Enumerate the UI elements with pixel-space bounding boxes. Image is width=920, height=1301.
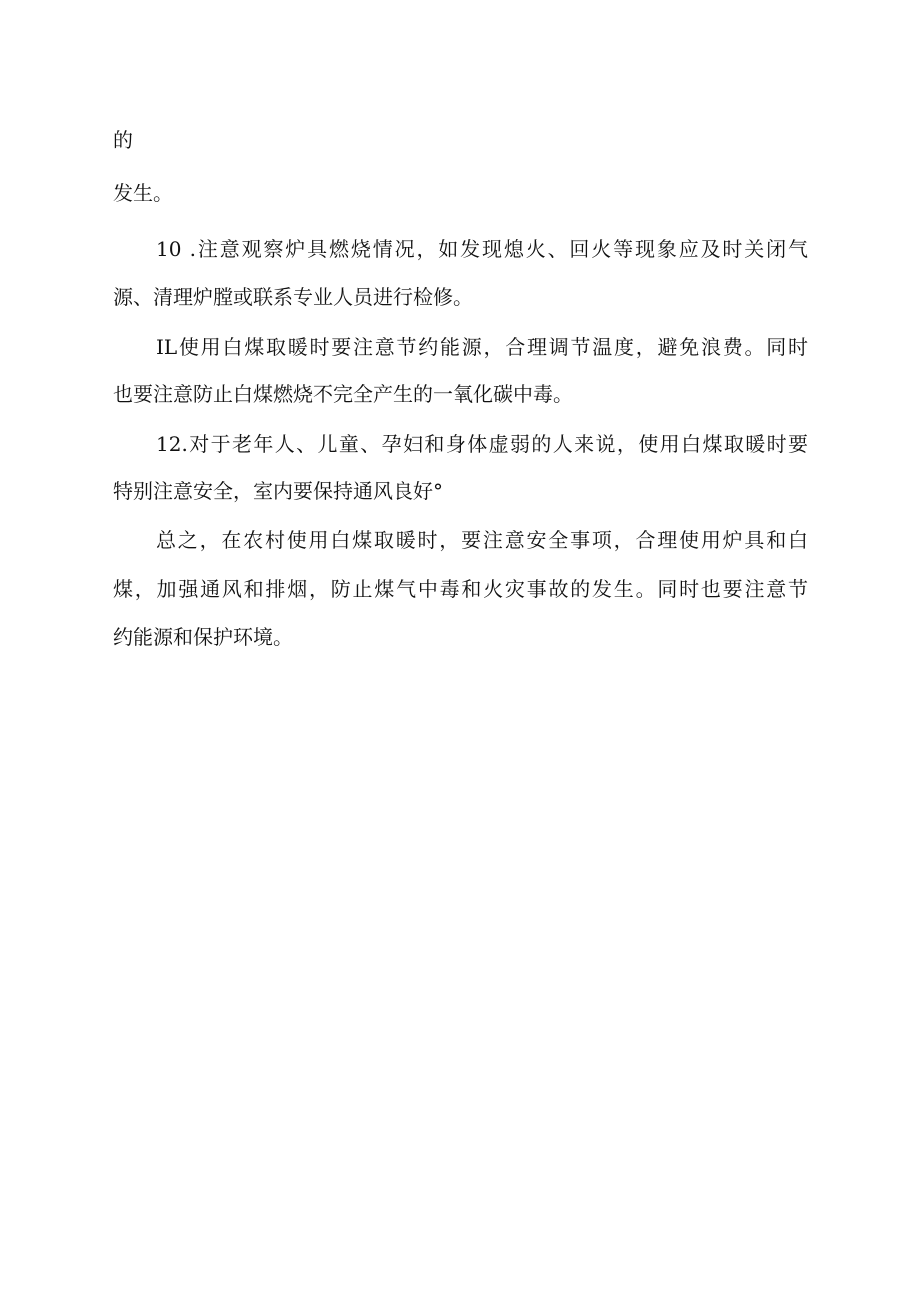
summary-line-3: 约能源和保护环境。	[113, 625, 293, 649]
text-fragment-fasheng: 发生。	[113, 181, 173, 205]
item-11-line-1: IL使用白煤取暖时要注意节约能源，合理调节温度，避免浪费。同时	[156, 335, 808, 359]
item-11-line-2: 也要注意防止白煤燃烧不完全产生的一氧化碳中毒。	[113, 382, 573, 406]
item-12-line-2: 特别注意安全，室内要保持通风良好°	[113, 479, 443, 503]
item-10-line-2: 源、清理炉膛或联系专业人员进行检修。	[113, 285, 473, 309]
item-10-line-1: 10 .注意观察炉具燃烧情况，如发现熄火、回火等现象应及时关闭气	[156, 237, 808, 261]
summary-line-2: 煤，加强通风和排烟，防止煤气中毒和火灾事故的发生。同时也要注意节	[113, 577, 808, 601]
summary-line-1: 总之，在农村使用白煤取暖时，要注意安全事项，合理使用炉具和白	[156, 528, 808, 552]
text-fragment-de: 的	[113, 128, 133, 152]
item-12-line-1: 12.对于老年人、儿童、孕妇和身体虚弱的人来说，使用白煤取暖时要	[156, 432, 808, 456]
